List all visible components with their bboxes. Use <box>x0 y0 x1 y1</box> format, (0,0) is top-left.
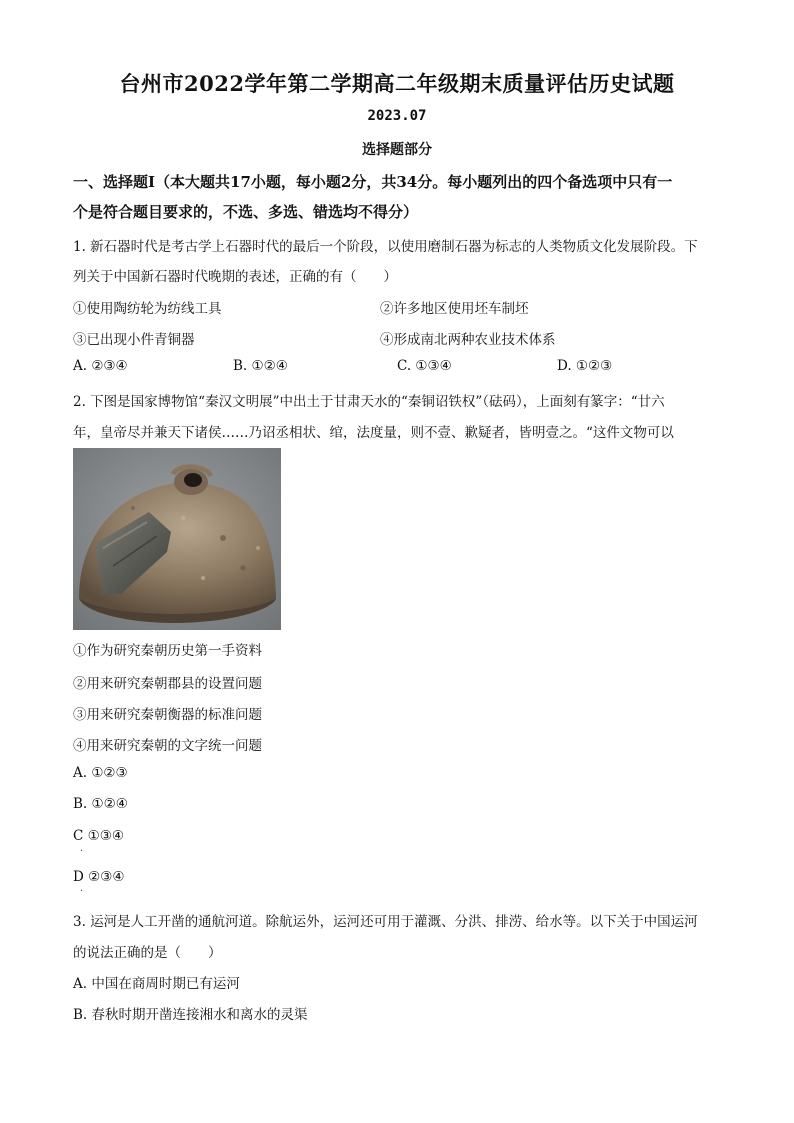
q2-option-a: A. ①②③ <box>73 765 128 781</box>
stray-mark: · <box>80 886 84 897</box>
qin-bronze-iron-weight-image <box>73 448 281 630</box>
q1-option-a: A. ②③④ <box>73 358 128 374</box>
q1-item-2: ②许多地区使用坯车制坯 <box>380 301 529 317</box>
q2-option-d: D ②③④ <box>73 869 125 885</box>
q2-stem-line1: 2. 下图是国家博物馆“秦汉文明展”中出土于甘肃天水的“秦铜诏铁权”（砝码），上面刻有篆字：“廿六 <box>73 394 665 410</box>
q2-option-c: C ①③④ <box>73 828 124 844</box>
q3-stem-line1: 3. 运河是人工开凿的通航河道。除航运外，运河还可用于灌溉、分洪、排涝、给水等。以下关于中国运河 <box>73 914 698 930</box>
q2-item-4: ④用来研究秦朝的文字统一问题 <box>73 738 262 754</box>
q1-option-b: B. ①②④ <box>233 358 288 374</box>
q1-stem-line1: 1. 新石器时代是考古学上石器时代的最后一个阶段，以使用磨制石器为标志的人类物质文化发展阶段。下 <box>73 239 698 255</box>
q2-item-2: ②用来研究秦朝郡县的设置问题 <box>73 676 262 692</box>
exam-date: 2023.07 <box>367 108 427 124</box>
q2-stem-line2: 年，皇帝尽并兼天下诸侯……乃诏丞相状、绾，法度量，则不壹、歉疑者，皆明壹之。“这件文物可以 <box>73 425 674 441</box>
q1-item-1: ①使用陶纺轮为纺线工具 <box>73 301 222 317</box>
q3-option-b: B. 春秋时期开凿连接湘水和离水的灵渠 <box>73 1007 308 1023</box>
q2-item-1: ①作为研究秦朝历史第一手资料 <box>73 643 262 659</box>
q1-option-c: C. ①③④ <box>397 358 452 374</box>
q3-stem-line2: 的说法正确的是（ ） <box>73 945 222 961</box>
stray-mark: · <box>80 846 84 857</box>
section-instructions-line1: 一、选择题Ⅰ（本大题共17小题，每小题2分，共34分。每小题列出的四个备选项中只有一 <box>73 173 673 191</box>
q1-item-3: ③已出现小件青铜器 <box>73 332 195 348</box>
q1-item-4: ④形成南北两种农业技术体系 <box>380 332 556 348</box>
part-heading: 选择题部分 <box>362 142 432 158</box>
exam-title: 台州市2022学年第二学期高二年级期末质量评估历史试题 <box>119 71 675 96</box>
q2-item-3: ③用来研究秦朝衡器的标准问题 <box>73 707 262 723</box>
q2-option-b: B. ①②④ <box>73 796 128 812</box>
q3-option-a: A. 中国在商周时期已有运河 <box>73 976 240 992</box>
section-instructions-line2: 个是符合题目要求的，不选、多选、错选均不得分） <box>73 203 419 221</box>
q1-option-d: D. ①②③ <box>557 358 613 374</box>
q1-stem-line2: 列关于中国新石器时代晚期的表述，正确的有（ ） <box>73 269 397 285</box>
